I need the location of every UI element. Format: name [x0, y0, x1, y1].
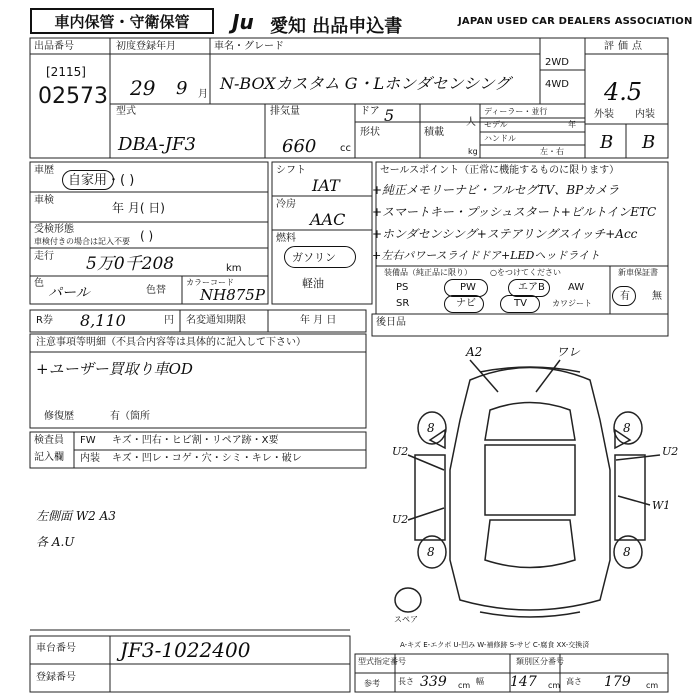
fw-label: FW: [80, 435, 96, 446]
spec-number-label: 型式指定番号: [358, 657, 406, 666]
listing-number: 02573: [38, 84, 108, 109]
sub-number: [2115]: [46, 65, 86, 79]
load-unit: kg: [468, 147, 478, 156]
color-code: NH875P: [200, 286, 265, 304]
repair-value: 有（箇所: [110, 411, 150, 422]
reference-label: 参考: [364, 679, 380, 688]
length-unit: cm: [458, 681, 471, 690]
damage-legend: A-キズ E-エクボ U-凹み W-補修跡 S-サビ C-腐食 XX-交換済: [400, 641, 590, 649]
tire-mark: 8: [623, 545, 631, 559]
interior-grade: B: [642, 132, 656, 153]
entry-label: 記入欄: [34, 452, 64, 463]
first-reg-year: 29: [130, 76, 156, 100]
chassis-label: 車台番号: [36, 643, 76, 654]
receive-label: 受検形態: [34, 224, 74, 235]
receive-note: 車検付きの場合は記入不要: [34, 237, 130, 246]
name-change-label: 名変通知期限: [186, 315, 246, 326]
recycle-unit: 円: [164, 315, 174, 326]
class-number-label: 類別区分番号: [516, 657, 564, 666]
cert-yes: 有: [620, 291, 630, 302]
diagram-u2-right: U2: [662, 445, 679, 458]
tv-circle: [500, 295, 540, 313]
doors-label: ドア: [360, 106, 380, 117]
displacement-unit: cc: [340, 143, 351, 154]
later-items-label: 後日品: [376, 317, 406, 328]
cooler-label: 冷房: [276, 199, 296, 210]
month-unit: 月: [198, 89, 208, 100]
drive-2wd: 2WD: [545, 57, 569, 68]
receive-value: ( ): [140, 229, 154, 243]
fuel-diesel: 軽油: [302, 277, 324, 290]
height-unit: cm: [646, 681, 659, 690]
name-grade: N-BOXカスタム G・Lホンダセンシング: [220, 74, 511, 93]
cert-yes-circle: [612, 286, 636, 306]
first-reg-label: 初度登録年月: [116, 41, 176, 52]
equip-ps: PS: [396, 282, 409, 293]
color-value: パール: [48, 285, 90, 301]
notes-label: 注意事項等明細（不具合内容等は具体的に記入して下さい）: [36, 337, 306, 348]
tire-mark: 8: [623, 421, 631, 435]
equip-aw: AW: [568, 282, 585, 293]
color-code-label: カラーコード: [186, 278, 234, 287]
sales-points-label: セールスポイント（正常に機能するものに限ります）: [380, 165, 620, 176]
exterior-label: 外装: [594, 109, 614, 120]
mileage: 5万0千208: [86, 254, 175, 274]
equip-pw: PW: [460, 282, 476, 293]
ju-logo: Ju: [232, 10, 254, 34]
model-year-unit: 年: [568, 120, 576, 129]
cert-no: 無: [652, 291, 662, 302]
shift-value: IAT: [312, 176, 340, 195]
fuel-gasoline: ガソリン: [292, 251, 336, 264]
registration-label: 登録番号: [36, 672, 76, 683]
width-label: 幅: [476, 677, 484, 686]
interior-check-label: 内装: [80, 453, 100, 464]
history-value: 自家用・( ): [68, 173, 135, 188]
displacement: 660: [282, 136, 317, 157]
inspection-label: 車検: [34, 195, 54, 206]
width-unit: cm: [548, 681, 561, 690]
navi-circle: [444, 295, 484, 313]
equip-sr: SR: [396, 298, 410, 309]
exterior-grade: B: [600, 132, 614, 153]
equip-airbag: エアB: [518, 282, 545, 293]
form-title: 愛知 出品申込書: [270, 16, 403, 37]
exterior-check-items: キズ・凹右・ヒビ割・リペア跡・X要: [112, 435, 279, 446]
load-label: 積載: [424, 127, 444, 138]
height-value: 179: [604, 674, 631, 690]
length-value: 339: [420, 674, 447, 690]
mileage-label: 走行: [34, 251, 54, 262]
fuel-label: 燃料: [276, 233, 296, 244]
association-name: JAPAN USED CAR DEALERS ASSOCIATION: [458, 16, 693, 27]
cooler-value: AAC: [310, 210, 346, 229]
handle-label: ハンドル: [484, 134, 516, 143]
new-cert-label: 新車保証書: [618, 268, 658, 277]
first-reg-month: 9: [176, 78, 188, 99]
height-label: 高さ: [566, 677, 582, 686]
sales-point-line: +ホンダセンシング+ステアリングスイッチ+Acc: [372, 227, 638, 241]
private-use-circle: [62, 170, 114, 190]
diagram-u2-left-top: U2: [392, 445, 409, 458]
equipment-note: ○をつけてください: [490, 268, 561, 277]
recycle-value: 8,110: [80, 311, 126, 330]
capacity-unit: 人: [466, 117, 476, 128]
mileage-unit: km: [226, 263, 242, 274]
equip-tv: TV: [514, 298, 527, 309]
dealer-label: ディーラー・並行: [484, 107, 548, 116]
equipment-label: 装備品（純正品に限り）: [384, 268, 472, 277]
inspector-label: 検査員: [34, 435, 64, 446]
diagram-w1-right: W1: [652, 499, 671, 512]
equip-navi: ナビ: [456, 298, 476, 309]
model-label: 型式: [116, 106, 136, 117]
color-label: 色: [34, 278, 44, 289]
score-label: 評価点: [604, 41, 646, 52]
sales-point-line: +純正メモリーナビ・フルセグTV、BPカメラ: [372, 183, 620, 197]
color-change-label: 色替: [146, 285, 166, 296]
spare-label: スペア: [394, 615, 418, 624]
storage-banner: 車内保管・守衛保管: [30, 8, 214, 34]
inspector-note: 各 A.U: [36, 535, 75, 549]
interior-check-items: キズ・凹レ・コゲ・穴・シミ・キレ・破レ: [112, 453, 302, 464]
tire-mark: 8: [427, 545, 435, 559]
sales-point-line: +スマートキー・プッシュスタート+ビルトインETC: [372, 205, 657, 219]
score: 4.5: [604, 78, 643, 106]
car-diagram: [395, 360, 660, 617]
width-value: 147: [510, 674, 537, 690]
gasoline-circle: [284, 246, 356, 268]
name-change-value: 年 月 日: [300, 315, 337, 326]
diagram-top-a2: A2: [466, 345, 483, 359]
history-label: 車歴: [34, 165, 54, 176]
diagram-top-crack: ワレ: [556, 345, 581, 359]
sales-point-line: +左右パワースライドドア+LEDヘッドライト: [372, 249, 601, 262]
recycle-label: R券: [36, 315, 53, 326]
notes-text: +ユーザー買取り車OD: [36, 360, 193, 378]
model-year-label: モデル: [484, 120, 508, 129]
repair-label: 修復歴: [44, 411, 74, 422]
equip-seat: カワジート: [552, 299, 592, 308]
model: DBA-JF3: [118, 134, 196, 155]
tire-mark: 8: [427, 421, 435, 435]
shift-label: シフト: [276, 165, 306, 176]
name-grade-label: 車名・グレード: [214, 41, 284, 52]
inspection-value: 年 月( 日): [112, 201, 165, 215]
listing-number-label: 出品番号: [34, 41, 74, 52]
shape-label: 形状: [360, 127, 380, 138]
interior-label: 内装: [635, 109, 655, 120]
displacement-label: 排気量: [270, 106, 300, 117]
diagram-u2-left-bottom: U2: [392, 513, 409, 526]
drive-4wd: 4WD: [545, 79, 569, 90]
handle-value: 左・右: [540, 147, 564, 156]
doors: 5: [384, 106, 395, 125]
chassis-number: JF3-1022400: [120, 638, 251, 662]
inspector-note: 左側面 W2 A3: [36, 509, 116, 523]
length-label: 長さ: [398, 677, 414, 686]
